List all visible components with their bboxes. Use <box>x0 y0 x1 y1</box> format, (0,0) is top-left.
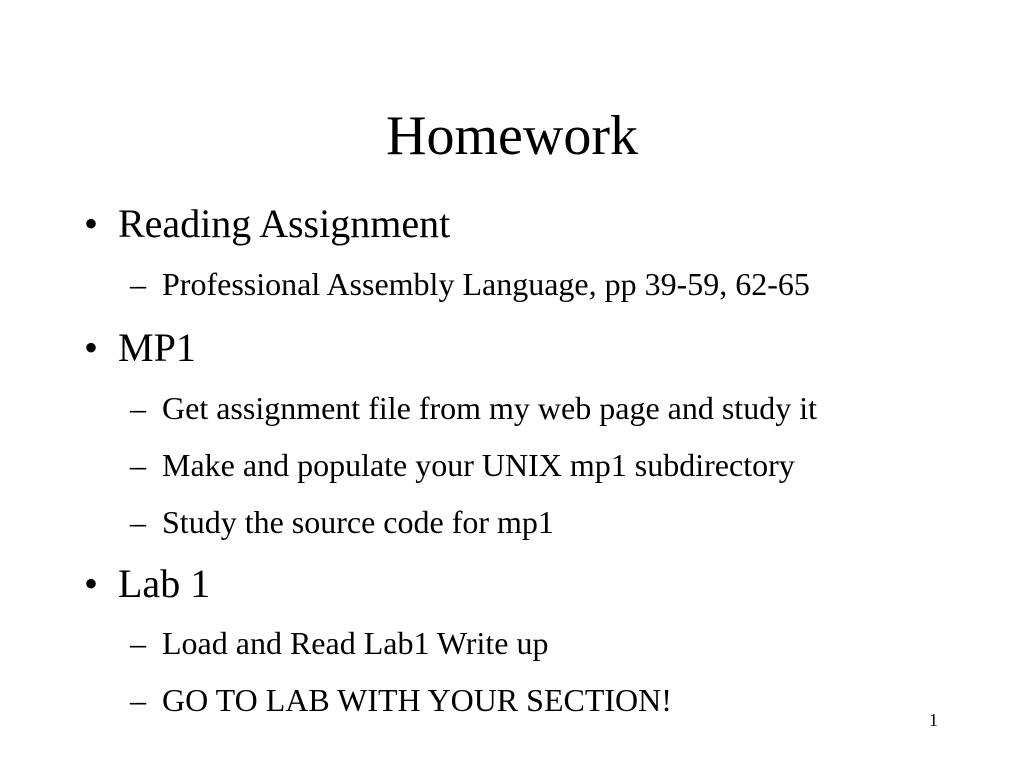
sub-item <box>130 682 672 718</box>
page-number: 1 <box>929 710 938 730</box>
sub-marker: – <box>130 504 146 540</box>
sub-item <box>130 447 795 483</box>
sub-item <box>130 266 810 302</box>
bullet-lab-1 <box>84 562 210 606</box>
sub-item-text: Get assignment file from my web page and study it <box>162 390 817 426</box>
bullet-mp1 <box>84 326 196 370</box>
sub-item-text: Study the source code for mp1 <box>162 504 554 540</box>
bullet-label: MP1 <box>118 325 196 370</box>
sub-item <box>130 504 554 540</box>
slide-title: Homework <box>386 105 638 167</box>
sub-marker: – <box>130 625 146 661</box>
bullet-label: Reading Assignment <box>118 201 451 246</box>
sub-item-text: GO TO LAB WITH YOUR SECTION! <box>162 682 672 718</box>
sub-marker: – <box>130 390 146 426</box>
sub-item-text: Make and populate your UNIX mp1 subdirectory <box>162 447 795 483</box>
bullet-reading-assignment <box>84 202 450 246</box>
sub-item <box>130 390 817 426</box>
sub-marker: – <box>130 266 146 302</box>
bullet-marker: • <box>84 561 99 606</box>
sub-item <box>130 625 548 661</box>
sub-marker: – <box>130 682 146 718</box>
sub-item-text: Load and Read Lab1 Write up <box>162 625 549 661</box>
sub-item-text: Professional Assembly Language, pp 39-59, 62-65 <box>162 266 810 302</box>
sub-marker: – <box>130 447 146 483</box>
bullet-marker: • <box>84 325 99 370</box>
bullet-marker: • <box>84 201 99 246</box>
bullet-label: Lab 1 <box>118 561 211 606</box>
